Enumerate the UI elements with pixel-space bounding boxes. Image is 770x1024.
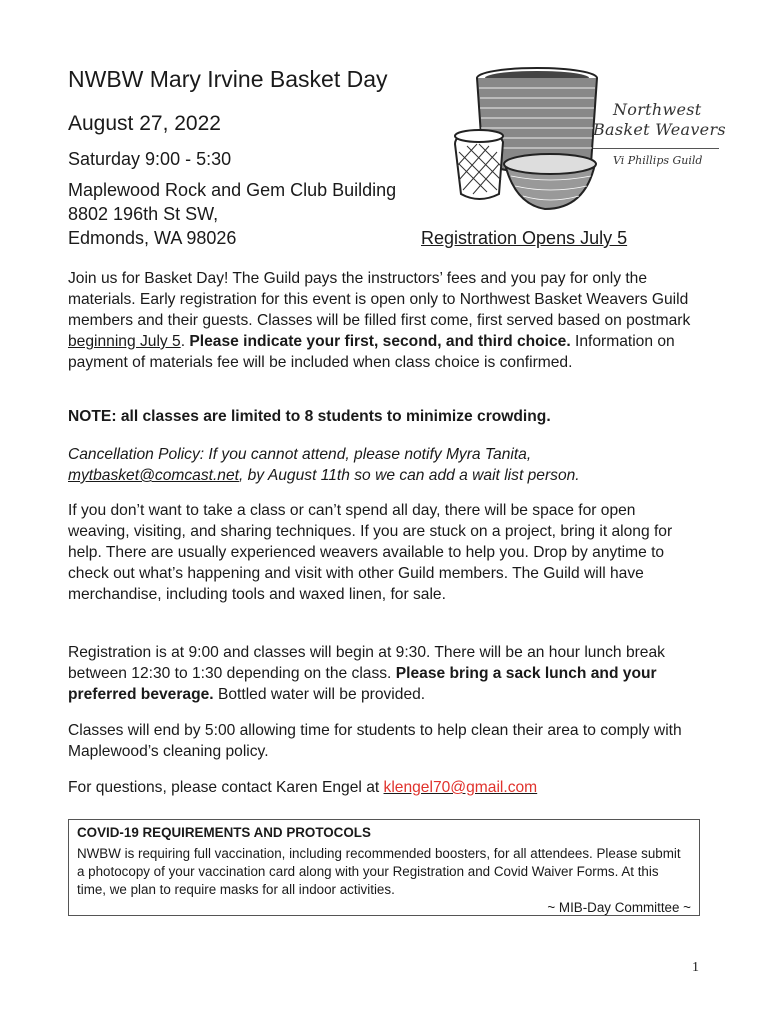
- logo-line-basket-weavers: Basket Weavers: [593, 120, 726, 139]
- contact-email-link[interactable]: klengel70@gmail.com: [383, 779, 538, 796]
- schedule-text: Registration is at 9:00 and classes will begin at 9:30. There will be an hour lunch break between 12:30 to 1:30 depending on the class.: [68, 644, 665, 682]
- cancellation-email-link[interactable]: mytbasket@comcast.net: [68, 467, 239, 484]
- intro-paragraph: [68, 268, 698, 373]
- guild-logo: [445, 64, 725, 214]
- registration-opens: Registration Opens July 5: [421, 228, 628, 248]
- venue-name: Maplewood Rock and Gem Club Building: [68, 180, 397, 200]
- intro-text-end: Information on payment of materials fee will be included when class choice is confirmed.: [68, 333, 675, 371]
- event-date: August 27, 2022: [68, 112, 221, 135]
- covid-title: COVID-19 REQUIREMENTS AND PROTOCOLS: [77, 825, 371, 840]
- intro-punct: .: [180, 333, 190, 350]
- cancellation-text-end: , by August 11th so we can add a wait list person.: [238, 467, 580, 484]
- event-hours: Saturday 9:00 - 5:30: [68, 149, 232, 169]
- beginning-date: beginning July 5: [68, 333, 181, 350]
- cancellation-policy: [68, 444, 698, 486]
- contact-paragraph: [68, 777, 698, 798]
- intro-text: Join us for Basket Day! The Guild pays the instructors’ fees and you pay for only the materials. Early registration for this event is open only to Northwest Basket Weavers Guild members and their guests. Classes will be filled first come, first served based on postmark: [68, 270, 691, 329]
- event-title: NWBW Mary Irvine Basket Day: [68, 66, 388, 92]
- covid-requirements-box: [68, 819, 700, 916]
- logo-divider: [593, 148, 719, 149]
- schedule-paragraph: [68, 642, 698, 705]
- cancellation-text: Cancellation Policy: If you cannot attend, please notify Myra Tanita,: [68, 446, 532, 463]
- basket-illustration-icon: [445, 64, 605, 214]
- contact-text: For questions, please contact Karen Engel at: [68, 779, 384, 796]
- logo-line-northwest: Northwest: [613, 100, 702, 119]
- venue-city: Edmonds, WA 98026: [68, 228, 237, 248]
- open-weaving-paragraph: If you don’t want to take a class or can’t spend all day, there will be space for open weaving, visiting, and sharing techniques. If you are stuck on a project, bring it along for help. There are usually experienced weavers available to help you. Drop by anytime to check out what’s happening and visit with other Guild members. The Guild will have merchandise, including tools and waxed linen, for sale.: [68, 502, 673, 603]
- covid-text: NWBW is requiring full vaccination, including recommended boosters, for all attendees. Please submit a photocopy of your vaccination card along with your Registration and Covid Waiver Forms. At this time, we plan to require masks for all indoor activities.: [77, 846, 681, 897]
- page-number: 1: [692, 960, 699, 975]
- cleanup-paragraph: Classes will end by 5:00 allowing time for students to help clean their area to comply with Maplewood’s cleaning policy.: [68, 722, 682, 760]
- class-limit-note: NOTE: all classes are limited to 8 students to minimize crowding.: [68, 408, 551, 425]
- covid-signature: ~ MIB-Day Committee ~: [547, 900, 691, 915]
- venue-street: 8802 196th St SW,: [68, 204, 219, 224]
- logo-line-guild: Vi Phillips Guild: [613, 154, 703, 167]
- lunch-instruction: Please bring a sack lunch and your preferred beverage.: [68, 665, 657, 703]
- schedule-text-end: Bottled water will be provided.: [213, 686, 426, 703]
- choice-instruction: Please indicate your first, second, and third choice.: [189, 333, 571, 350]
